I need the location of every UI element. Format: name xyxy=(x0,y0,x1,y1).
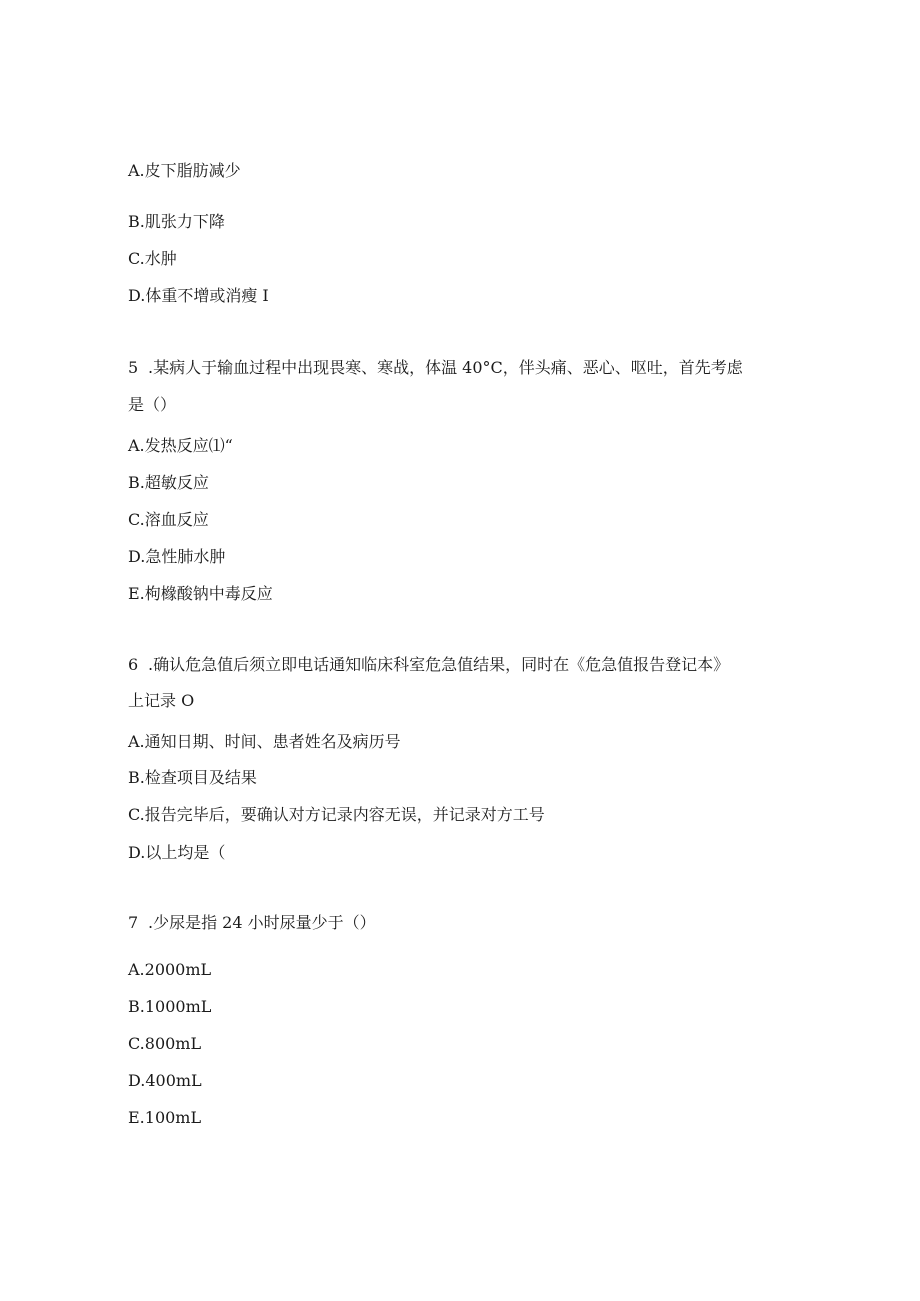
q5-stem xyxy=(128,358,743,378)
q7-option-d: D.400mL xyxy=(128,1071,202,1090)
q4-option-c: C.水肿 xyxy=(128,249,177,268)
q7-option-c: C.800mL xyxy=(128,1034,202,1053)
q4-option-b: B.肌张力下降 xyxy=(128,212,225,231)
q5-option-b: B.超敏反应 xyxy=(128,473,209,492)
q6-option-d: D.以上均是（ xyxy=(128,843,226,862)
q5-number: 5 xyxy=(128,358,139,377)
q7-option-a: A.2000mL xyxy=(128,960,212,979)
q6-option-a: A.通知日期、时间、患者姓名及病历号 xyxy=(128,732,401,751)
q5-option-e: E.枸橼酸钠中毒反应 xyxy=(128,584,273,603)
q6-option-b: B.检查项目及结果 xyxy=(128,768,257,787)
q6-stem-line1: .确认危急值后须立即电话通知临床科室危急值结果，同时在《危急值报告登记本》 xyxy=(148,655,730,674)
q4-option-a: A.皮下脂肪减少 xyxy=(128,161,241,180)
q4-option-d: D.体重不增或消瘦 I xyxy=(128,286,269,305)
q7-number: 7 xyxy=(128,913,139,932)
q5-option-a: A.发热反应⑴“ xyxy=(128,436,233,455)
q6-stem xyxy=(128,655,729,675)
q5-stem-line1: .某病人于输血过程中出现畏寒、寒战，体温 40°C，伴头痛、恶心、呕吐，首先考虑 xyxy=(148,358,743,377)
q5-stem-line2: 是（） xyxy=(128,395,177,414)
q7-option-b: B.1000mL xyxy=(128,997,212,1016)
q5-option-c: C.溶血反应 xyxy=(128,510,209,529)
q6-option-c: C.报告完毕后，要确认对方记录内容无误，并记录对方工号 xyxy=(128,805,545,824)
q6-stem-line2: 上记录 O xyxy=(128,691,195,710)
q5-option-d: D.急性肺水肿 xyxy=(128,547,226,566)
q6-number: 6 xyxy=(128,655,139,674)
q7-stem xyxy=(128,913,376,933)
q7-option-e: E.100mL xyxy=(128,1108,202,1127)
q7-stem-line1: .少尿是指 24 小时尿量少于（） xyxy=(148,913,376,932)
